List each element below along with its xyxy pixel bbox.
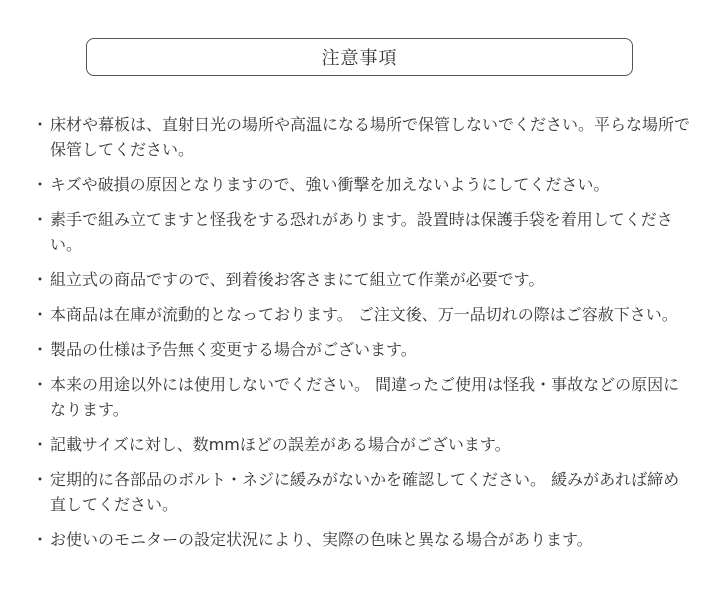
note-item: ・ 定期的に各部品のボルト・ネジに緩みがないかを確認してください。 緩みがあれば締め直してください。	[34, 467, 694, 517]
notes-list	[34, 112, 694, 562]
note-item: ・ 記載サイズに対し、数mmほどの誤差がある場合がございます。	[34, 432, 694, 457]
note-item: ・ 本来の用途以外には使用しないでください。 間違ったご使用は怪我・事故などの原因になります。	[34, 372, 694, 422]
note-item: ・ 組立式の商品ですので、到着後お客さまにて組立て作業が必要です。	[34, 267, 694, 292]
note-item: ・ お使いのモニターの設定状況により、実際の色味と異なる場合があります。	[34, 527, 694, 552]
note-item: ・ 素手で組み立てますと怪我をする恐れがあります。設置時は保護手袋を着用してください。	[34, 207, 694, 257]
title-box	[86, 38, 633, 76]
note-item: ・ 製品の仕様は予告無く変更する場合がございます。	[34, 337, 694, 362]
note-item: ・ 床材や幕板は、直射日光の場所や高温になる場所で保管しないでください。平らな場所で保管してください。	[34, 112, 694, 162]
page-title: 注意事項	[321, 48, 398, 69]
note-item: ・ キズや破損の原因となりますので、強い衝撃を加えないようにしてください。	[34, 172, 694, 197]
note-item: ・ 本商品は在庫が流動的となっております。 ご注文後、万一品切れの際はご容赦下さい。	[34, 302, 694, 327]
